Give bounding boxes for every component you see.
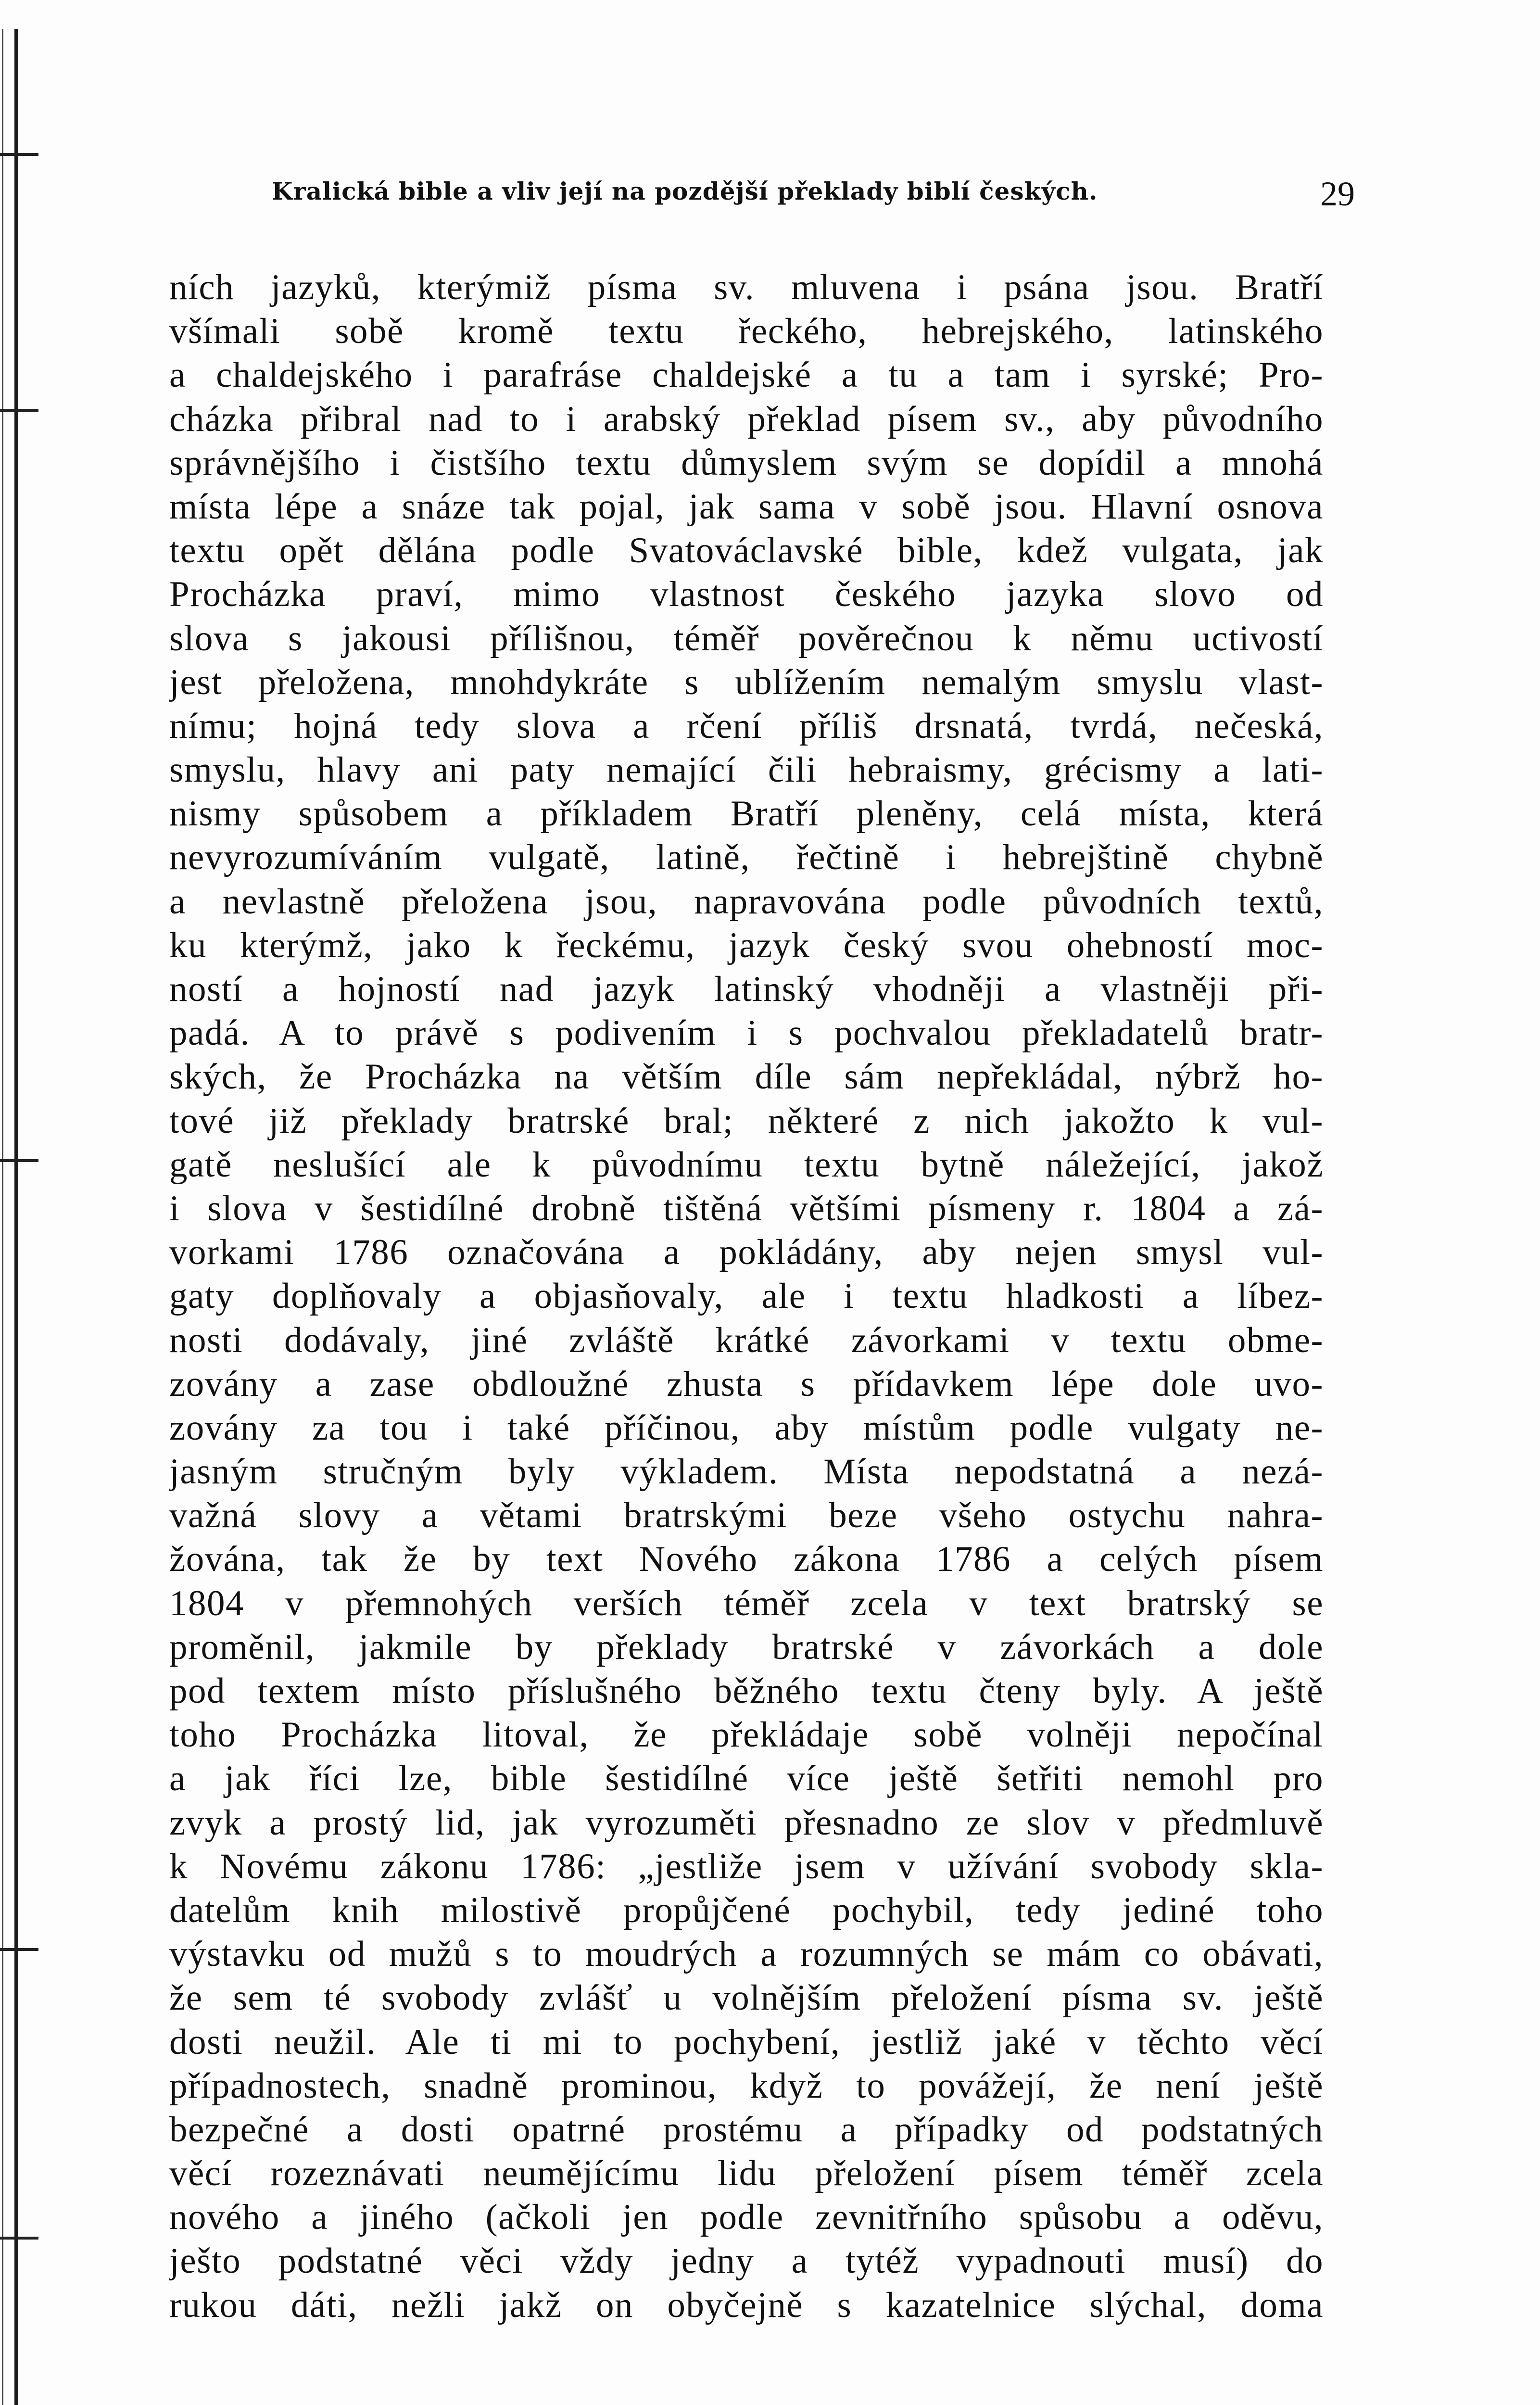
binding-edge-outer xyxy=(2,29,3,2405)
text-line: všímali sobě kromě textu řeckého, hebrejského, latinského xyxy=(169,311,1324,352)
text-line: smyslu, hlavy ani paty nemající čili hebraismy, grécismy a lati- xyxy=(169,750,1324,790)
text-line: zvyk a prostý lid, jak vyrozuměti přesnadno ze slov v předmluvě xyxy=(169,1802,1324,1843)
text-line: a chaldejského i parafráse chaldejské a tu a tam i syrské; Pro- xyxy=(169,355,1324,395)
binding-mark xyxy=(0,153,38,156)
text-line: padá. A to právě s podivením i s pochvalou překladatelů bratr- xyxy=(169,1013,1324,1053)
text-line: ností a hojností nad jazyk latinský vhodněji a vlastněji při- xyxy=(169,969,1324,1009)
text-line: textu opět dělána podle Svatováclavské bible, kdež vulgata, jak xyxy=(169,531,1324,571)
text-line: žována, tak že by text Nového zákona 1786 a celých písem xyxy=(169,1539,1324,1580)
text-line: toho Procházka litoval, že překládaje sobě volněji nepočínal xyxy=(169,1715,1324,1755)
page-header xyxy=(272,175,1355,225)
text-line: gatě neslušící ale k původnímu textu bytně náležející, jakož xyxy=(169,1144,1324,1185)
text-line: ku kterýmž, jako k řeckému, jazyk český svou ohebností moc- xyxy=(169,925,1324,965)
page-number: 29 xyxy=(1320,175,1355,213)
text-line: věcí rozeznávati neumějícímu lidu přeložení písem téměř zcela xyxy=(169,2153,1324,2194)
text-line: že sem té svobody zvlášť u volnějším přeložení písma sv. ještě xyxy=(169,1978,1324,2018)
text-line: nismy spůsobem a příkladem Bratří pleněny, celá místa, která xyxy=(169,794,1324,834)
text-line: ních jazyků, kterýmiž písma sv. mluvena i psána jsou. Bratří xyxy=(169,267,1324,307)
text-line: gaty doplňovaly a objasňovaly, ale i textu hladkosti a líbez- xyxy=(169,1276,1324,1316)
text-line: nového a jiného (ačkoli jen podle zevnitřního spůsobu a oděvu, xyxy=(169,2197,1324,2238)
text-line: a nevlastně přeložena jsou, napravována podle původních textů, xyxy=(169,881,1324,922)
text-line: Procházka praví, mimo vlastnost českého jazyka slovo od xyxy=(169,574,1324,615)
binding-mark xyxy=(0,1159,38,1162)
text-line: správnějšího i čistšího textu důmyslem svým se dopídil a mnohá xyxy=(169,443,1324,483)
text-line: jest přeložena, mnohdykráte s ublížením nemalým smyslu vlast- xyxy=(169,662,1324,702)
text-line: pod textem místo příslušného běžného textu čteny byly. A ještě xyxy=(169,1671,1324,1711)
binding-mark xyxy=(0,2237,38,2240)
text-line: tové již překlady bratrské bral; některé z nich jakožto k vul- xyxy=(169,1101,1324,1141)
text-line: místa lépe a snáze tak pojal, jak sama v sobě jsou. Hlavní osnova xyxy=(169,486,1324,527)
text-line: proměnil, jakmile by překlady bratrské v závorkách a dole xyxy=(169,1627,1324,1667)
binding-mark xyxy=(0,1948,38,1951)
text-line: datelům knih milostivě propůjčené pochybil, tedy jediné toho xyxy=(169,1890,1324,1930)
text-line: bezpečné a dosti opatrné prostému a případky od podstatných xyxy=(169,2109,1324,2150)
text-line: dosti neužil. Ale ti mi to pochybení, jestliž jaké v těchto věcí xyxy=(169,2022,1324,2062)
text-line: 1804 v přemnohých verších téměř zcela v text bratrský se xyxy=(169,1583,1324,1623)
binding-mark xyxy=(0,409,38,412)
binding-edge xyxy=(14,29,18,2405)
text-line: k Novému zákonu 1786: „jestliže jsem v užívání svobody skla- xyxy=(169,1846,1324,1886)
body-text xyxy=(169,266,1324,2348)
text-line: nímu; hojná tedy slova a rčení příliš drsnatá, tvrdá, nečeská, xyxy=(169,706,1324,746)
text-line: zovány za tou i také příčinou, aby místům podle vulgaty ne- xyxy=(169,1407,1324,1448)
text-line: nevyrozumíváním vulgatě, latině, řečtině i hebrejštině chybně xyxy=(169,837,1324,878)
text-line: slova s jakousi přílišnou, téměř pověrečnou k němu uctivostí xyxy=(169,618,1324,658)
text-line: výstavku od mužů s to moudrých a rozumných se mám co obávati, xyxy=(169,1934,1324,1975)
text-line: cházka přibral nad to i arabský překlad písem sv., aby původního xyxy=(169,399,1324,439)
text-line: nosti dodávaly, jiné zvláště krátké závorkami v textu obme- xyxy=(169,1320,1324,1360)
text-line: važná slovy a větami bratrskými beze všeho ostychu nahra- xyxy=(169,1495,1324,1536)
text-line: zovány a zase obdloužné zhusta s přídavkem lépe dole uvo- xyxy=(169,1364,1324,1404)
text-line: jasným stručným byly výkladem. Místa nepodstatná a nezá- xyxy=(169,1452,1324,1492)
text-line: rukou dáti, nežli jakž on obyčejně s kazatelnice slýchal, doma xyxy=(169,2285,1324,2325)
text-line: i slova v šestidílné drobně tištěná většími písmeny r. 1804 a zá- xyxy=(169,1188,1324,1228)
text-line: a jak říci lze, bible šestidílné více ještě šetřiti nemohl pro xyxy=(169,1759,1324,1799)
text-line: vorkami 1786 označována a pokládány, aby nejen smysl vul- xyxy=(169,1232,1324,1273)
text-line: ješto podstatné věci vždy jedny a tytéž vypadnouti musí) do xyxy=(169,2241,1324,2281)
text-line: ských, že Procházka na větším díle sám nepřekládal, nýbrž ho- xyxy=(169,1057,1324,1097)
text-line: případnostech, snadně prominou, když to povážejí, že není ještě xyxy=(169,2065,1324,2106)
running-title: Kralická bible a vliv její na pozdější překlady biblí českých. xyxy=(272,177,1098,205)
